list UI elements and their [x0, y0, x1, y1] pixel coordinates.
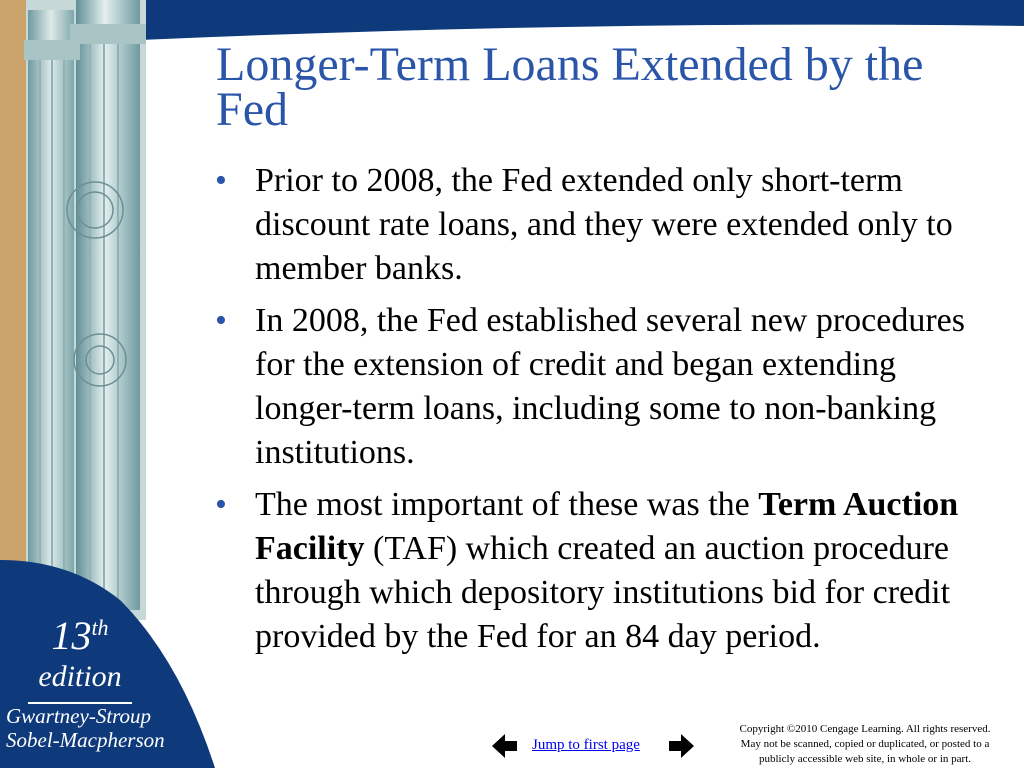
bullet-text-after: (TAF) which created an auction procedure through which depository institutions bid for credit provided by the Fed for an 84 day period. [255, 530, 951, 655]
bullet-item [215, 483, 1000, 659]
copyright-line-1: Copyright ©2010 Cengage Learning. All rights reserved. [739, 723, 991, 735]
edition-word: edition [38, 660, 122, 693]
key-term: Term Auction Facility [255, 486, 959, 567]
bullet-marker: • [215, 162, 227, 199]
edition-badge [20, 606, 140, 704]
edition-suffix: th [91, 615, 109, 640]
edition-number [20, 606, 140, 658]
right-arrow-icon[interactable] [668, 733, 694, 759]
bullet-text: In 2008, the Fed established several new procedures for the extension of credit and began extending longer-term loans, including some to non-banking institutions. [255, 302, 965, 471]
authors [6, 704, 181, 752]
bullet-text-before: The most important of these was the [255, 486, 759, 523]
copyright-line-3: publicly accessible web site, in whole or in part. [759, 753, 971, 765]
slide-title: Longer-Term Loans Extended by the Fed [216, 38, 924, 136]
copyright-line-2: May not be scanned, copied or duplicated, or posted to a [740, 738, 990, 750]
bullet-item [215, 299, 1000, 475]
bullet-item [215, 159, 1000, 291]
bullet-marker: • [215, 486, 227, 523]
copyright-notice [712, 722, 1018, 767]
left-arrow-icon[interactable] [492, 733, 518, 759]
jump-to-first-page-link[interactable]: Jump to first page [532, 737, 640, 753]
bullet-text: Prior to 2008, the Fed extended only short-term discount rate loans, and they were extended only to member banks. [255, 162, 953, 287]
edition-number-value: 13 [51, 613, 92, 658]
authors-line-1: Gwartney-Stroup [6, 704, 152, 728]
bullet-marker: • [215, 302, 227, 339]
authors-line-2: Sobel-Macpherson [6, 728, 165, 752]
bullet-list [215, 159, 1000, 667]
